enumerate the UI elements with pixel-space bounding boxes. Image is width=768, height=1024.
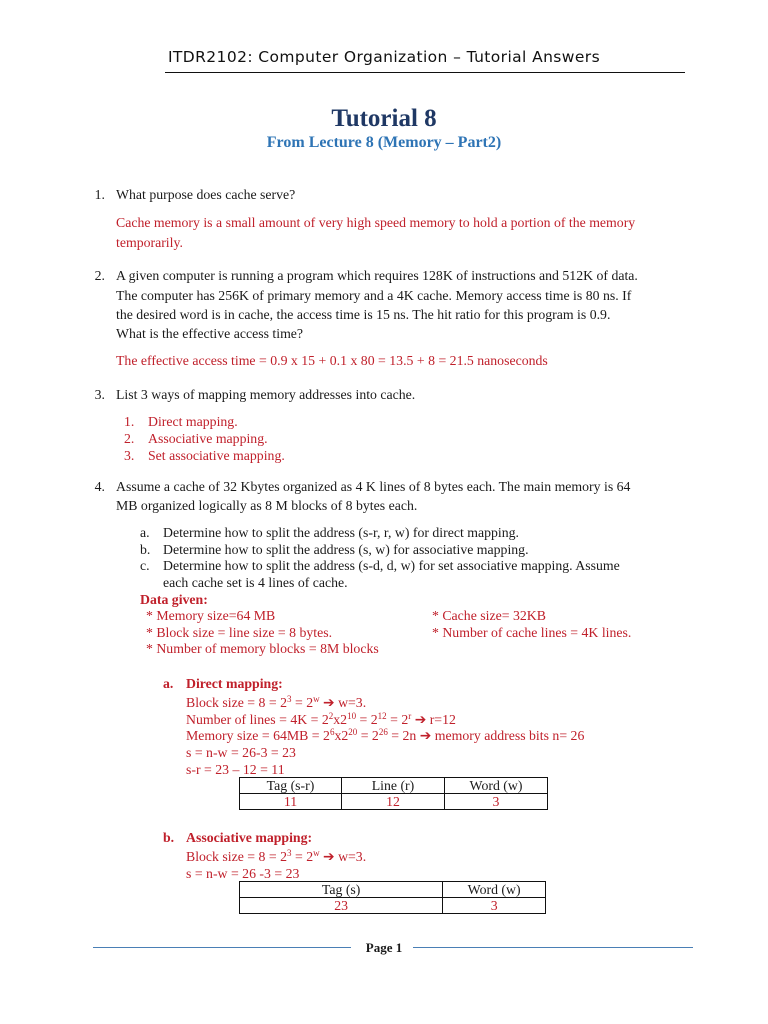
direct-block-size: Block size = $8 = 2^3 = 2^w$ ➔ w=3. — [186, 694, 367, 711]
arrow-right-icon: ➔ — [323, 849, 335, 865]
q3-item-2: Associative mapping. — [148, 431, 268, 446]
data-given-label: Data given: — [140, 592, 208, 607]
direct-memory-size: Memory size = $64MB = 2^6x2^{20} = 2^{26} = 2n$ ➔ memory address bits n= 26 — [186, 727, 585, 744]
given-cache-lines: * Number of cache lines = 4K lines. — [432, 625, 632, 640]
associative-block-size: Block size = $8 = 2^3 = 2^w$ ➔ w=3. — [186, 848, 367, 865]
q4-number: 4. — [94, 479, 105, 494]
running-header: ITDR2102: Computer Organization – Tutorial Answers — [167, 48, 601, 66]
header-rule — [165, 72, 685, 73]
direct-sr-line: s-r = 23 – 12 = 11 — [186, 762, 285, 777]
q1-answer-line2: temporarily. — [116, 235, 183, 250]
table-header: Tag (s-r) — [240, 778, 342, 794]
q2-line3: the desired word is in cache, the access time is 15 ns. The hit ratio for this program is 0.9. — [116, 307, 611, 322]
q3-item-2-num: 2. — [124, 431, 135, 446]
given-cache-size: * Cache size= 32KB — [432, 608, 546, 623]
q2-answer: The effective access time = 0.9 x 15 + 0.1 x 80 = 13.5 + 8 = 21.5 nanoseconds — [116, 353, 548, 368]
direct-mapping-table — [239, 777, 548, 810]
q2-line2: The computer has 256K of primary memory and a 4K cache. Memory access time is 80 ns. If — [116, 288, 632, 303]
q2-line1: A given computer is running a program which requires 128K of instructions and 512K of data. — [116, 268, 638, 283]
table-row — [240, 794, 548, 810]
table-cell: 12 — [342, 794, 445, 810]
table-header: Word (w) — [445, 778, 548, 794]
page-title: Tutorial 8 — [331, 105, 437, 132]
arrow-right-icon: ➔ — [419, 728, 432, 744]
table-cell: 11 — [240, 794, 342, 810]
table-row — [240, 778, 548, 794]
given-memory-size: * Memory size=64 MB — [146, 608, 276, 623]
q4-part-b: Determine how to split the address (s, w) for associative mapping. — [163, 542, 529, 557]
arrow-right-icon: ➔ — [414, 712, 427, 728]
q4-part-a: Determine how to split the address (s-r, r, w) for direct mapping. — [163, 525, 519, 540]
q3-text: List 3 ways of mapping memory addresses into cache. — [116, 387, 416, 402]
q4-part-c: Determine how to split the address (s-d, d, w) for set associative mapping. Assume — [163, 558, 620, 573]
q2-number: 2. — [94, 268, 105, 283]
table-header: Word (w) — [443, 882, 546, 898]
direct-label: Direct mapping: — [186, 676, 283, 691]
q4-line1: Assume a cache of 32 Kbytes organized as 4 K lines of 8 bytes each. The main memory is 64 — [116, 479, 631, 494]
table-header: Line (r) — [342, 778, 445, 794]
q2-line4: What is the effective access time? — [116, 326, 304, 341]
associative-mapping-table — [239, 881, 546, 914]
associative-label-num: b. — [163, 830, 175, 845]
q1-answer-line1: Cache memory is a small amount of very high speed memory to hold a portion of the memory — [116, 215, 636, 230]
q4-part-b-num: b. — [140, 542, 151, 557]
direct-label-num: a. — [163, 676, 174, 691]
page-subtitle: From Lecture 8 (Memory – Part2) — [266, 134, 502, 151]
associative-label: Associative mapping: — [186, 830, 313, 845]
arrow-right-icon: ➔ — [323, 695, 335, 711]
q1-number: 1. — [94, 187, 105, 202]
q4-part-c-num: c. — [140, 558, 150, 573]
direct-number-of-lines: Number of lines = $4K = 2^2x2^{10} = 2^{12} = 2^r$ ➔ r=12 — [186, 711, 456, 728]
q3-number: 3. — [94, 387, 105, 402]
q1-text: What purpose does cache serve? — [116, 187, 296, 202]
associative-s-line: s = n-w = 26 -3 = 23 — [186, 866, 300, 881]
q3-item-1-num: 1. — [124, 414, 135, 429]
q4-part-c-cont: each cache set is 4 lines of cache. — [163, 575, 348, 590]
table-row — [240, 898, 546, 914]
q3-item-3: Set associative mapping. — [148, 448, 285, 463]
page-number: Page 1 — [365, 940, 403, 955]
table-row — [240, 882, 546, 898]
table-cell: 3 — [443, 898, 546, 914]
given-memory-blocks: * Number of memory blocks = 8M blocks — [146, 641, 379, 656]
table-header: Tag (s) — [240, 882, 443, 898]
table-cell: 23 — [240, 898, 443, 914]
q3-item-3-num: 3. — [124, 448, 135, 463]
given-block-size: * Block size = line size = 8 bytes. — [146, 625, 333, 640]
direct-s-line: s = n-w = 26-3 = 23 — [186, 745, 296, 760]
q4-line2: MB organized logically as 8 M blocks of 8 bytes each. — [116, 498, 418, 513]
q4-part-a-num: a. — [140, 525, 150, 540]
q3-item-1: Direct mapping. — [148, 414, 238, 429]
table-cell: 3 — [445, 794, 548, 810]
